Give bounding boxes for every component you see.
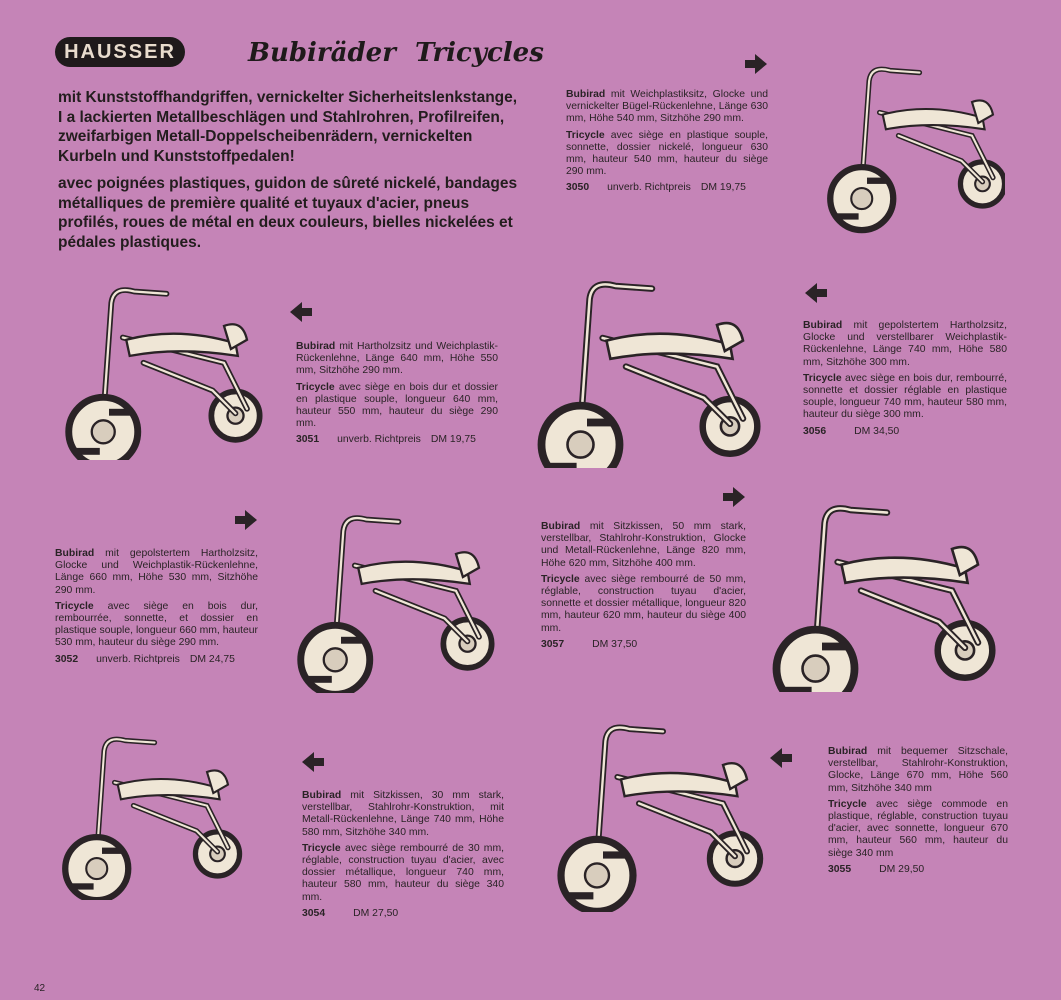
- product-3057: Bubirad mit Sitzkissen, 50 mm stark, verstellbar, Stahlrohr-Konstruktion, Glocke und Metall-Rückenlehne, Länge 820 mm, Höhe 620 mm, Sitzhöhe 400 mm. Tricycle avec siège rembourré de 50 mm, réglable, construction tuyau d'acier, sonnette et dossier métallique, longueur 820 mm, hauteur 620 mm, hauteur du siège 400 mm. 3057 DM 37,50: [541, 521, 747, 650]
- arrow-left-icon: [770, 748, 792, 768]
- arrow-left-icon: [302, 752, 324, 772]
- tricycle-3051-image: [55, 270, 265, 460]
- product-3052: Bubirad mit gepolstertem Hartholzsitz, Glocke und Weichplastik-Rückenlehne, Länge 660 mm, Höhe 530 mm, Sitzhöhe 290 mm. Tricycle avec siège en bois dur, rembourrée, sonnette, et dossier en plastique souple, longueur 660 mm, hauteur 530 mm, hauteur du siège 290 mm. 3052 unverb. Richtpreis DM 24,75: [55, 548, 258, 665]
- tricycle-3057-image: [760, 492, 1020, 692]
- arrow-right-icon: [745, 54, 767, 74]
- arrow-left-icon: [290, 302, 312, 322]
- title-german: Bubiräder: [248, 38, 396, 68]
- brand-logo: HAUSSER: [55, 37, 185, 67]
- arrow-right-icon: [723, 487, 745, 507]
- tricycle-3054-image: [40, 730, 280, 900]
- tricycle-3052-image: [285, 498, 495, 693]
- product-3050: Bubirad mit Weichplastiksitz, Glocke und vernickelter Bügel-Rückenlehne, Länge 630 mm, Höhe 540 mm, Sitzhöhe 290 mm. Tricycle avec siège en plastique souple, sonnette, dossier nickelé, longueur 630 mm, hauteur 540 mm, hauteur du siège 290 mm. 3050 unverb. Richtpreis DM 19,75: [566, 89, 768, 194]
- intro-text: [58, 88, 518, 260]
- product-3055: Bubirad mit bequemer Sitzschale, verstellbar, Stahlrohr-Konstruktion, Glocke, Länge 670 mm, Höhe 560 mm, Sitzhöhe 340 mm Tricycle avec siège commode en plastique, réglable, construction tuyau d'acier, avec sonnette, longueur 670 mm, hauteur 560 mm, hauteur du siège 340 mm 3055 DM 29,50: [828, 746, 1008, 875]
- tricycle-3055-image: [535, 712, 775, 912]
- title-french: Tricycles: [415, 38, 544, 68]
- arrow-right-icon: [235, 510, 257, 530]
- product-3051: Bubirad mit Hartholzsitz und Weichplastik-Rückenlehne, Länge 640 mm, Höhe 550 mm, Sitzhöhe 290 mm. Tricycle avec siège en bois dur et dossier en plastique souple, longueur 640 mm, hauteur 550 mm, hauteur du siège 290 mm. 3051 unverb. Richtpreis DM 19,75: [296, 341, 498, 446]
- intro-french: avec poignées plastiques, guidon de sûreté nickelé, bandages métalliques de première qualité et tuyaux d'acier, pneus profilés, roues de métal en deux couleurs, bielles nickelées et pédales plastiques.: [58, 175, 518, 251]
- tricycle-3050-image: [815, 55, 1005, 235]
- product-3054: Bubirad mit Sitzkissen, 30 mm stark, verstellbar, Stahlrohr-Konstruktion, mit Metall-Rückenlehne, Länge 740 mm, Höhe 580 mm, Sitzhöhe 340 mm. Tricycle avec siège rembourré de 30 mm, réglable, construction tuyau d'acier, avec dossier métallique, longueur 740 mm, hauteur 580 mm, hauteur du siège 340 mm. 3054 DM 27,50: [302, 790, 505, 919]
- product-3056: Bubirad mit gepolstertem Hartholzsitz, Glocke und verstellbarer Weichplastik-Rückenlehne, Länge 740 mm, Höhe 580 mm, Sitzhöhe 300 mm. Tricycle avec siège en bois dur, rembourré, sonnette et dossier réglable en plastique souple, longueur 740 mm, hauteur 580 mm, hauteur du siège 300 mm. 3056 DM 34,50: [803, 320, 1007, 437]
- intro-german: mit Kunststoffhandgriffen, vernickelter Sicherheitslenkstange, I a lackierten Metallbeschlägen und Stahlrohren, Profilreifen, zweifarbigen Metall-Doppelscheibenrädern, vernickelten Kurbeln und Kunststoffpedalen!: [58, 89, 518, 165]
- arrow-left-icon: [805, 283, 827, 303]
- tricycle-3056-image: [520, 268, 780, 468]
- page-number: 42: [34, 983, 46, 994]
